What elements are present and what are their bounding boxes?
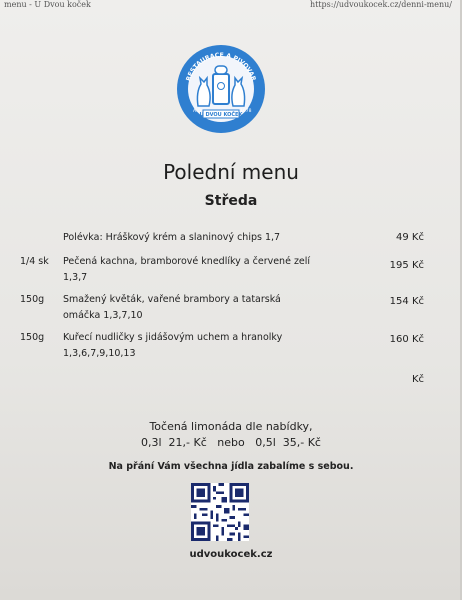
logo-year-left: A.D. — [193, 109, 203, 114]
print-header-title: menu - U Dvou koček — [4, 0, 91, 9]
lemonade-line-2: 0,3l 21,- Kč nebo 0,5l 35,- Kč — [141, 436, 321, 449]
item-price: 195 Kč — [389, 260, 424, 271]
item-price: Kč — [411, 374, 424, 385]
item-quantity: 150g — [20, 294, 45, 305]
item-price: 160 Kč — [389, 334, 424, 345]
logo-banner-text: U DVOU KOČEK — [199, 112, 243, 118]
logo-top-arc-text: RESTAURACE A PIVOVAR — [185, 51, 257, 82]
item-description: Kuřecí nudličky s jidášovým uchem a hranolky 1,3,6,7,9,10,13 — [63, 332, 283, 359]
restaurant-logo — [176, 44, 266, 134]
website-link[interactable]: udvoukocek.cz — [189, 549, 273, 560]
day-heading: Středa — [204, 193, 258, 209]
item-description: Polévka: Hráškový krém a slaninový chips 1,7 — [63, 232, 281, 243]
item-price: 154 Kč — [389, 296, 424, 307]
print-header — [0, 0, 460, 10]
lemonade-line-1: Točená limonáda dle nabídky, — [149, 420, 313, 433]
logo-year-right: 1678 — [240, 109, 252, 114]
item-description: Smažený květák, vařené brambory a tatarská omáčka 1,3,7,10 — [63, 294, 281, 321]
takeaway-note: Na přání Vám všechna jídla zabalíme s sebou. — [108, 461, 354, 472]
item-description: Pečená kachna, bramborové knedlíky a červené zelí 1,3,7 — [63, 256, 311, 283]
page-title: Polední menu — [163, 160, 299, 184]
print-header-url: https://udvoukocek.cz/denni-menu/ — [309, 0, 452, 9]
item-price: 49 Kč — [396, 232, 424, 243]
item-quantity: 1/4 sk — [20, 256, 49, 267]
qr-code — [191, 483, 249, 541]
item-quantity: 150g — [20, 332, 45, 343]
